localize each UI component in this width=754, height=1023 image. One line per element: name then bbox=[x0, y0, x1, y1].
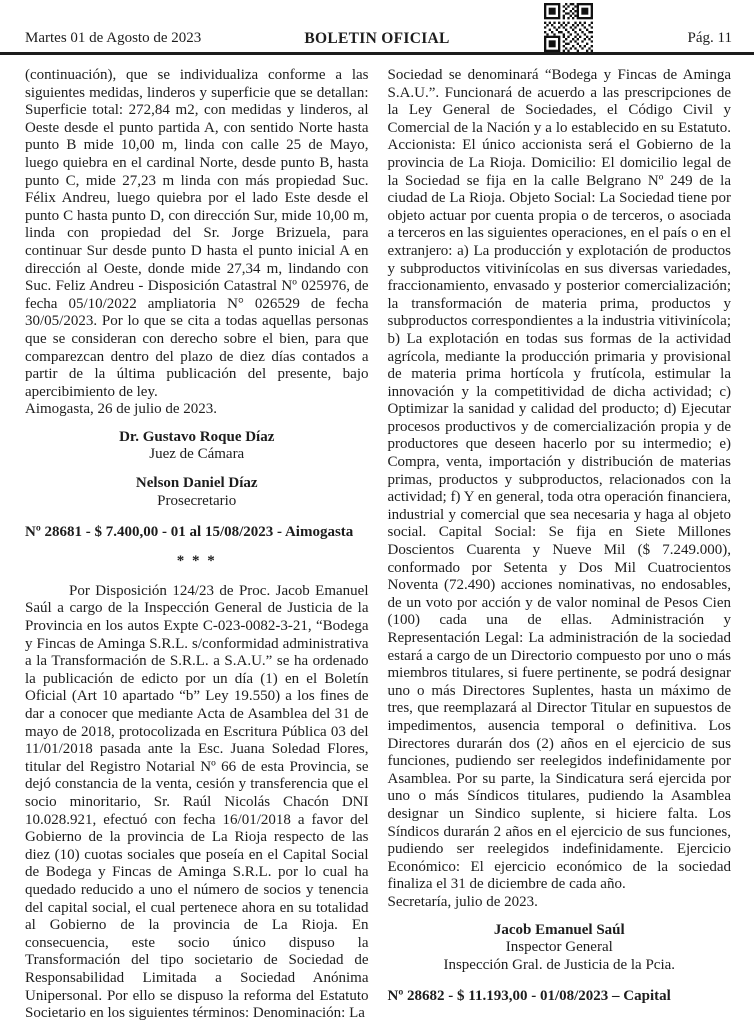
notice-28681-reference: Nº 28681 - $ 7.400,00 - 01 al 15/08/2023 - Aimogasta bbox=[25, 524, 354, 541]
signature-block-prosecretary bbox=[25, 475, 369, 510]
signature-name: Dr. Gustavo Roque Díaz bbox=[119, 428, 275, 445]
signature-name: Jacob Emanuel Saúl bbox=[493, 921, 625, 938]
notice-28682-body-part2: Sociedad se denominará “Bodega y Fincas de Aminga S.A.U.”. Funcionará de acuerdo a las prescripciones de la Ley General de Sociedades, el Código Civil y Comercial de la Nación y a lo establecido en su Estatuto. Accionista: El único accionista será el Gobierno de la provincia de La Rioja. Domicilio: El domicilio legal de la Sociedad se fija en la calle Belgrano Nº 249 de la ciudad de La Rioja. Objeto Social: La Sociedad tiene por objeto actuar por cuenta propia o de terceros, o asociada a terceros en las siguientes operaciones, en el país o en el extranjero: a) La producción y explotación de productos y subproductos vitivinícolas en sus diversas variedades, fraccionamiento, envasado y posterior comercialización; la transformación de materia prima, productos y subproductos correspondientes a la industria vitivinícola; b) La explotación en todas sus formas de la actividad agrícola, mediante la producción primaria y provisional de materia prima hortícola y frutícola, estimular la innovación y la competitividad de dicha actividad; c) Optimizar la sanidad y calidad del producto; d) Ejecutar procesos productivos y de comercialización propia y de productores que deseen hacerlo por su intermedio; e) Compra, venta, importación y distribución de materias primas, productos y subproductos, relacionados con la actividad; f) Y en general, toda otra operación financiera, industrial y comercial que sea necesaria y haga al objeto social. Capital Social: Se fija en Siete Millones Doscientos Cuarenta y Nueve Mil ($ 7.249.000), conformado por Setenta y Dos Mil Cuatrocientos Noventa (72.490) acciones nominativas, no endosables, de un voto por acción y de valor nominal de Pesos Cien (100) cada una de ellas. Administración y Representación Legal: La administración de la sociedad estará a cargo de un Directorio compuesto por uno o más miembros titulares, si fuere pertinente, se podrá designar uno o más Directores Suplentes, hasta un máximo de tres, que reemplazará al Director Titular en supuestos de impedimentos, ausencia temporal o definitiva. Los Directores durarán dos (2) años en el ejercicio de sus funciones, pudiendo ser reelegidos indefinidamente por Asamblea. Por su parte, la Sindicatura será ejercida por uno o más Síndicos titulares, pudiendo la Asamblea designar un Sindico suplente, si hiciere falta. Los Síndicos durarán 2 años en el ejercicio de sus funciones, pudiendo ser reelegidos indefinidamente. Ejercicio Económico: El ejercicio económico de la sociedad finaliza el 31 de diciembre de cada año. bbox=[387, 67, 731, 893]
notice-separator: * * * bbox=[176, 552, 217, 569]
signature-role: Inspector General bbox=[505, 939, 613, 956]
signature-role: Juez de Cámara bbox=[149, 446, 245, 463]
page-title: BOLETIN OFICIAL bbox=[304, 30, 450, 47]
signature-role: Prosecretario bbox=[157, 492, 237, 509]
notice-28682-reference: Nº 28682 - $ 11.193,00 - 01/08/2023 – Capital bbox=[387, 988, 671, 1005]
page-header bbox=[0, 0, 754, 55]
notice-28682-dateline: Secretaría, julio de 2023. bbox=[387, 893, 538, 910]
signature-block-inspector bbox=[388, 922, 732, 975]
header-page-number: Pág. 11 bbox=[687, 30, 732, 46]
notice-28681-body: (continuación), que se individualiza conforme a las siguientes medidas, linderos y superficie que se detallan: Superficie total: 272,84 m2, con medidas y linderos, al Oeste desde el punto partida A, con sentido Norte hasta punto B mide 10,00 m, linda con calle 25 de Mayo, luego quiebra en el cardinal Norte, desde punto B, hasta punto C, mide 27,23 m linda con más propiedad Suc. Félix Andreu, luego quiebra por el lado Este desde el punto C hasta punto D, con dirección Sur, mide 10,00 m, linda con propiedad del Sr. Jorge Brizuela, para continuar Sur desde punto D hasta el punto inicial A en dirección al Oeste, donde mide 27,34 m, lindando con Suc. Feliz Andreu - Disposición Catastral Nº 025976, de fecha 05/10/2022 ampliatoria N° 026529 de fecha 30/05/2023. Por lo que se cita a todas aquellas personas que se consideran con derecho sobre el bien, para que comparezcan dentro del plazo de diez días contados a partir de la última publicación del presente, bajo apercibimiento de ley. bbox=[25, 67, 369, 400]
left-column bbox=[25, 67, 369, 1023]
notice-28682-body-part1: Por Disposición 124/23 de Proc. Jacob Emanuel Saúl a cargo de la Inspección General de Justicia de la Provincia en los autos Expte C-023-0082-3-21, “Bodega y Fincas de Aminga S.R.L. s/conformidad administrativa a la Transformación de S.R.L. a S.A.U.” se ha ordenado la publicación de edicto por un día (1) en el Boletín Oficial (Art 10 apartado “b” Ley 19.550) a los fines de dar a conocer que mediante Acta de Asamblea del 31 de mayo de 2018, protocolizada en Escritura Pública 03 del 11/01/2018 pasada ante la Esc. Juana Soledad Flores, titular del Registro Notarial Nº 66 de esta Provincia, se dejó constancia de la venta, cesión y transferencia que el socio minoritario, Sr. Raúl Nicolás Chacón DNI 10.028.921, efectuó con fecha 16/01/2018 a favor del Gobierno de la provincia de La Rioja respecto de las diez (10) cuotas sociales que poseía en el Capital Social de Bodega y Fincas de Aminga S.R.L. por lo cual ha quedado reducido a uno el número de socios y tenencia del capital social, el cual pertenece ahora en su totalidad al Gobierno de la provincia de La Rioja. En consecuencia, este socio único dispuso la Transformación del tipo societario de Sociedad de Responsabilidad Limitada a Sociedad Anónima Unipersonal. Por ello se dispuso la reforma del Estatuto Societario en los siguientes términos: Denominación: La bbox=[25, 582, 369, 1022]
signature-name: Nelson Daniel Díaz bbox=[135, 475, 258, 492]
qr-code-icon bbox=[540, 3, 597, 52]
right-column bbox=[388, 67, 732, 1023]
signature-organization: Inspección Gral. de Justicia de la Pcia. bbox=[443, 956, 676, 973]
notice-28681-dateline: Aimogasta, 26 de julio de 2023. bbox=[25, 401, 218, 418]
content-columns bbox=[25, 55, 731, 1023]
header-date: Martes 01 de Agosto de 2023 bbox=[25, 30, 202, 46]
signature-block-judge bbox=[25, 429, 369, 464]
